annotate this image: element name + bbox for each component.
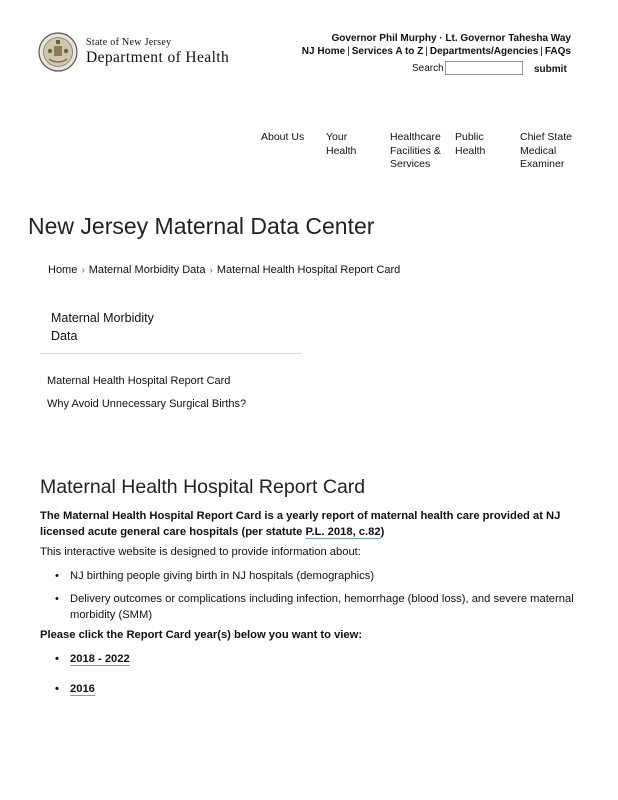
list-item-text: NJ birthing people giving birth in NJ hospitals (demographics) (70, 570, 375, 582)
nav-item-your-health[interactable]: Your Health (326, 131, 357, 157)
year-link-2018-2022[interactable]: 2018 - 2022 (70, 653, 130, 665)
side-menu-divider (40, 353, 302, 354)
search-input[interactable] (445, 61, 523, 75)
breadcrumb-maternal-morbidity-data[interactable]: Maternal Morbidity Data (88, 264, 206, 276)
bullet-icon: • (55, 570, 59, 582)
bullet-icon: • (55, 653, 59, 665)
breadcrumb-current: Maternal Health Hospital Report Card (216, 264, 401, 276)
main-nav (261, 131, 601, 179)
search-submit-button[interactable]: submit (534, 64, 567, 75)
breadcrumb-home[interactable]: Home (48, 264, 78, 276)
statute-link[interactable]: P.L. 2018, c.82 (305, 526, 381, 538)
chevron-right-icon: › (81, 265, 85, 276)
year-link-2016[interactable]: 2016 (70, 683, 95, 695)
intro-close: ) (380, 526, 385, 538)
faqs-link[interactable]: FAQs (544, 46, 571, 57)
nav-item-healthcare-facilities[interactable]: Healthcare Facilities & Services (390, 131, 441, 171)
nj-state-seal-icon[interactable] (38, 32, 78, 72)
separator: | (425, 46, 428, 57)
governor-line: Governor Phil Murphy · Lt. Governor Tahesha Way (331, 33, 571, 44)
report-card-prompt: Please click the Report Card year(s) below you want to view: (40, 629, 363, 641)
bullet-icon: • (55, 593, 59, 605)
agency-department: Department of Health (86, 49, 230, 66)
list-item (55, 683, 155, 699)
agency-state: State of New Jersey (86, 37, 172, 48)
utility-nav (302, 46, 571, 57)
separator: | (347, 46, 350, 57)
list-item (55, 592, 585, 624)
content-title: Maternal Health Hospital Report Card (40, 476, 366, 498)
separator: | (540, 46, 543, 57)
agency-wordmark[interactable] (86, 37, 229, 67)
nav-item-public-health[interactable]: Public Health (455, 131, 486, 157)
list-item (55, 569, 585, 585)
search-label: Search (412, 63, 444, 74)
bullet-icon: • (55, 683, 59, 695)
services-a-to-z-link[interactable]: Services A to Z (351, 46, 424, 57)
list-item-text: Delivery outcomes or complications including infection, hemorrhage (blood loss), and severe maternal morbidity (SMM) (70, 593, 574, 621)
site-title: New Jersey Maternal Data Center (28, 213, 375, 239)
nj-home-link[interactable]: NJ Home (301, 46, 346, 57)
description: This interactive website is designed to provide information about: (40, 546, 361, 558)
breadcrumb (48, 264, 400, 276)
departments-agencies-link[interactable]: Departments/Agencies (429, 46, 539, 57)
nav-item-chief-state-medical-examiner[interactable]: Chief State Medical Examiner (520, 131, 572, 171)
nav-item-about-us[interactable]: About Us (261, 131, 305, 143)
chevron-right-icon: › (209, 265, 213, 276)
list-item (55, 653, 155, 669)
side-menu-link-report-card[interactable]: Maternal Health Hospital Report Card (47, 375, 231, 387)
intro-paragraph (40, 508, 580, 540)
intro-text: The Maternal Health Hospital Report Card is a yearly report of maternal health care provided at NJ licensed acute general care hospitals (per statute (40, 510, 561, 538)
side-menu-link-surgical-births[interactable]: Why Avoid Unnecessary Surgical Births? (47, 398, 247, 410)
side-menu-title[interactable]: Maternal Morbidity Data (51, 311, 154, 343)
